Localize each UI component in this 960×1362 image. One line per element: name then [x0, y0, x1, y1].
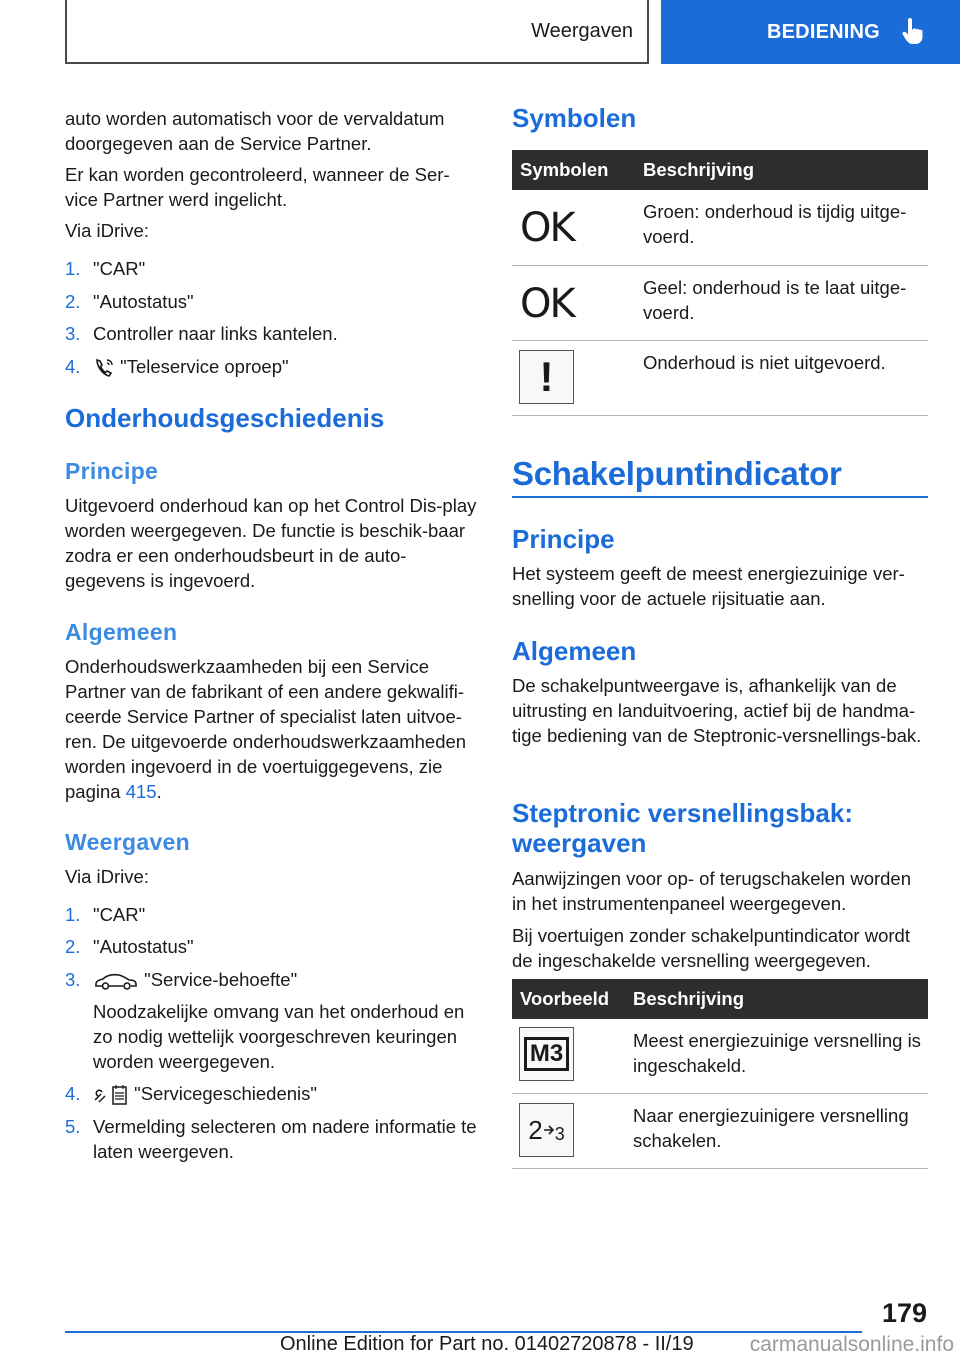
- teleservice-icon: [93, 357, 115, 379]
- symbols-table: [512, 150, 928, 416]
- list-number: 4.: [65, 356, 81, 377]
- hand-pointer-icon: [902, 18, 924, 46]
- list-number: 2.: [65, 936, 81, 957]
- table-row: [512, 266, 928, 341]
- list-text: [93, 967, 480, 992]
- service-history-icon: [93, 1084, 129, 1106]
- car-icon: [93, 971, 139, 991]
- list-number: 1.: [65, 258, 81, 279]
- intro-paragraph-1: auto worden automatisch voor de vervaldatum doorgegeven aan de Service Partner.: [65, 108, 445, 154]
- header-section-box: [65, 0, 649, 64]
- header-section-title: Weergaven: [531, 19, 633, 42]
- via-idrive-label: Via iDrive:: [65, 866, 149, 887]
- list-number: 1.: [65, 904, 81, 925]
- heading-schakelpuntindicator: Schakelpuntindicator: [512, 455, 842, 492]
- heading-onderhoudsgeschiedenis: Onderhoudsgeschiedenis: [65, 403, 385, 433]
- table-header-cell: Symbolen: [520, 159, 609, 180]
- list-text-label: "Service-behoefte": [144, 969, 298, 990]
- gear-target-glyph: 3: [554, 1124, 565, 1144]
- heading-symbolen: Symbolen: [512, 103, 637, 133]
- heading-algemeen: Algemeen: [65, 619, 178, 645]
- heading-weergaven: Weergaven: [65, 829, 190, 855]
- table-cell: Onderhoud is niet uitgevoerd.: [643, 352, 886, 373]
- heading-algemeen: Algemeen: [512, 636, 637, 666]
- heading-principe: Principe: [65, 458, 159, 484]
- exclamation-glyph: !: [539, 353, 554, 400]
- step3-note: Noodzakelijke omvang van het onderhoud en zo nodig wettelijk voorgeschreven keuringen worden weergegeven.: [93, 1001, 465, 1072]
- list-text: "CAR": [93, 258, 146, 279]
- algemeen-paragraph: [65, 654, 480, 804]
- ok-green-symbol: OK: [520, 205, 574, 251]
- table-row: [512, 190, 928, 266]
- list-number: 5.: [65, 1116, 81, 1137]
- principe-paragraph: Uitgevoerd onderhoud kan op het Control Dis-play worden weergegeven. De functie is beschik-baar zodra er een onderhoudsbeurt in de auto-gegevens is ingevoerd.: [65, 495, 477, 591]
- ok-yellow-symbol: OK: [520, 281, 574, 327]
- list-text: [93, 1081, 480, 1106]
- table-header-cell: Beschrijving: [633, 988, 745, 1009]
- heading-steptronic: Steptronic versnellingsbak: weergaven: [512, 798, 853, 858]
- list-text: "Autostatus": [93, 936, 194, 957]
- example-table: [512, 979, 928, 1169]
- gear-current-glyph: 2: [528, 1115, 543, 1145]
- table-row: [512, 1094, 928, 1169]
- heading-underline: [512, 496, 928, 498]
- principe-paragraph: Het systeem geeft de meest energiezuinige ver-snelling voor de actuele rijsituatie aan.: [512, 563, 905, 609]
- table-header-cell: Voorbeeld: [520, 988, 610, 1009]
- arrow-right-icon: [543, 1123, 555, 1137]
- list-number: 3.: [65, 323, 81, 344]
- via-idrive-label: Via iDrive:: [65, 220, 149, 241]
- algemeen-text: Onderhoudswerkzaamheden bij een Service Partner van de fabrikant of een andere gekwalifi-ceerde Service Partner of specialist laten uitvoe-ren. De uitgevoerde onderhoudswerkzaamheden worden ingevoerd in de voertuiggegevens, zie pagina: [65, 656, 467, 802]
- gear-m3-symbol: [519, 1027, 574, 1081]
- steptronic-paragraph-2: Bij voertuigen zonder schakelpuntindicator wordt de ingeschakelde versnelling weergegeven.: [512, 925, 910, 971]
- warning-exclamation-icon: [519, 350, 574, 404]
- header-chapter-title: BEDIENING: [767, 20, 880, 43]
- list-text-label: "Servicegeschiedenis": [134, 1083, 317, 1104]
- heading-principe: Principe: [512, 524, 615, 554]
- gear-m3-glyph: M3: [524, 1037, 569, 1071]
- gear-upshift-symbol: [519, 1103, 574, 1157]
- header-chapter-tab[interactable]: [661, 0, 960, 64]
- table-header-cell: Beschrijving: [643, 159, 755, 180]
- list-text: "Autostatus": [93, 291, 194, 312]
- page-link-415[interactable]: 415: [125, 781, 157, 802]
- steptronic-paragraph-1: Aanwijzingen voor op- of terugschakelen worden in het instrumentenpaneel weergegeven.: [512, 868, 912, 914]
- list-number: 2.: [65, 291, 81, 312]
- table-cell: Geel: onderhoud is te laat uitge-voerd.: [643, 277, 907, 323]
- intro-paragraph-2: Er kan worden gecontroleerd, wanneer de Ser-vice Partner werd ingelicht.: [65, 164, 450, 210]
- table-cell: Naar energiezuinigere versnelling schakelen.: [633, 1105, 909, 1151]
- algemeen-end: .: [156, 781, 162, 802]
- list-text: Vermelding selecteren om nadere informatie te laten weergeven.: [93, 1116, 477, 1162]
- table-header: [512, 150, 928, 190]
- table-header: [512, 979, 928, 1019]
- table-cell: Groen: onderhoud is tijdig uitge-voerd.: [643, 201, 907, 247]
- page-number: 179: [881, 1298, 927, 1328]
- list-text-label: "Teleservice oproep": [120, 356, 289, 377]
- list-text: Controller naar links kantelen.: [93, 323, 338, 344]
- table-row: [512, 341, 928, 416]
- footer-watermark: carmanualsonline.info: [749, 1333, 954, 1356]
- list-text: [93, 354, 480, 379]
- algemeen-paragraph: De schakelpuntweergave is, afhankelijk van de uitrusting en landuitvoering, actief bij de handma-tige bediening van de Steptronic-versnellings-bak.: [512, 675, 922, 746]
- list-text: "CAR": [93, 904, 146, 925]
- table-row: [512, 1019, 928, 1094]
- table-cell: Meest energiezuinige versnelling is ingeschakeld.: [633, 1030, 921, 1076]
- list-number: 3.: [65, 969, 81, 990]
- footer-edition: Online Edition for Part no. 01402720878 - II/19: [280, 1333, 694, 1355]
- list-number: 4.: [65, 1083, 81, 1104]
